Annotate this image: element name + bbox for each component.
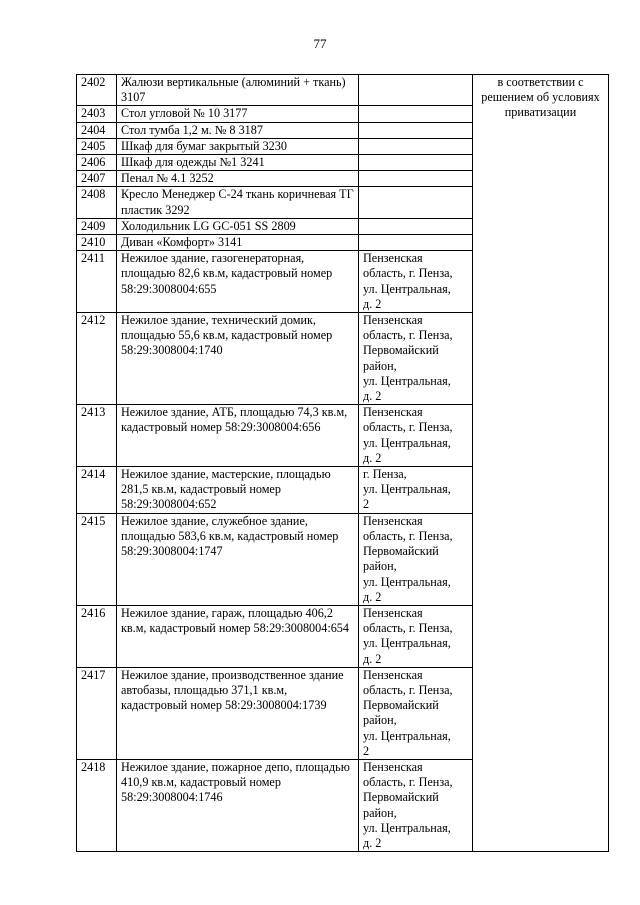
address-line: район, — [363, 559, 397, 574]
property-name: Шкаф для одежды №1 3241 — [117, 155, 359, 171]
address-line: ул. Центральная, — [363, 281, 451, 296]
property-table-body — [77, 75, 609, 852]
address-line: ул. Центральная, — [363, 435, 451, 450]
property-address — [359, 605, 473, 667]
address-line: д. 2 — [363, 589, 382, 604]
row-number: 2404 — [77, 122, 117, 138]
property-name: Нежилое здание, мастерские, площадью 281,5 кв.м, кадастровый номер 58:29:3008004:652 — [117, 467, 359, 514]
property-address — [359, 155, 473, 171]
property-name: Нежилое здание, пожарное депо, площадью 410,9 кв.м, кадастровый номер 58:29:3008004:1746 — [117, 759, 359, 851]
row-number: 2413 — [77, 405, 117, 467]
property-name: Нежилое здание, АТБ, площадью 74,3 кв.м, кадастровый номер 58:29:3008004:656 — [117, 405, 359, 467]
address-line: область, г. Пенза, — [363, 775, 453, 790]
property-address — [359, 667, 473, 759]
address-line: Пензенская — [363, 313, 423, 328]
row-number: 2415 — [77, 513, 117, 605]
property-name: Стол тумба 1,2 м. № 8 3187 — [117, 122, 359, 138]
address-line: Пензенская — [363, 667, 423, 682]
address-line: д. 2 — [363, 835, 382, 850]
address-line: ул. Центральная, — [363, 373, 451, 388]
row-number: 2416 — [77, 605, 117, 667]
address-line: район, — [363, 358, 397, 373]
property-address — [359, 171, 473, 187]
address-line: ул. Центральная, — [363, 820, 451, 835]
address-line: область, г. Пенза, — [363, 328, 453, 343]
page-number: 77 — [313, 36, 327, 51]
property-name: Нежилое здание, гараж, площадью 406,2 кв.м, кадастровый номер 58:29:3008004:654 — [117, 605, 359, 667]
property-address — [359, 759, 473, 851]
property-address — [359, 467, 473, 514]
address-line: область, г. Пенза, — [363, 528, 453, 543]
address-line: Пензенская — [363, 605, 423, 620]
row-number: 2409 — [77, 218, 117, 234]
address-line: д. 2 — [363, 450, 382, 465]
address-line: Первомайский — [363, 343, 439, 358]
property-address — [359, 106, 473, 122]
address-line: ул. Центральная, — [363, 482, 451, 497]
property-address — [359, 187, 473, 218]
address-line: Пензенская — [363, 513, 423, 528]
address-line: ул. Центральная, — [363, 636, 451, 651]
property-name: Пенал № 4.1 3252 — [117, 171, 359, 187]
row-number: 2417 — [77, 667, 117, 759]
property-address — [359, 122, 473, 138]
address-line: район, — [363, 713, 397, 728]
row-number: 2402 — [77, 75, 117, 106]
property-name: Жалюзи вертикальные (алюминий + ткань) 3107 — [117, 75, 359, 106]
property-name: Нежилое здание, газогенераторная, площадью 82,6 кв.м, кадастровый номер 58:29:3008004:655 — [117, 251, 359, 313]
address-line: Первомайский — [363, 698, 439, 713]
row-number: 2414 — [77, 467, 117, 514]
address-line: Пензенская — [363, 759, 423, 774]
property-address — [359, 513, 473, 605]
row-number: 2407 — [77, 171, 117, 187]
row-number: 2405 — [77, 138, 117, 154]
address-line: Первомайский — [363, 790, 439, 805]
property-address — [359, 405, 473, 467]
property-address — [359, 218, 473, 234]
property-name: Диван «Комфорт» 3141 — [117, 235, 359, 251]
property-address — [359, 235, 473, 251]
address-line: Первомайский — [363, 544, 439, 559]
row-number: 2403 — [77, 106, 117, 122]
address-line: д. 2 — [363, 296, 382, 311]
address-line: Пензенская — [363, 405, 423, 420]
row-number: 2412 — [77, 313, 117, 405]
address-line: ул. Центральная, — [363, 574, 451, 589]
address-line: д. 2 — [363, 389, 382, 404]
property-name: Стол угловой № 10 3177 — [117, 106, 359, 122]
row-number: 2408 — [77, 187, 117, 218]
row-number: 2406 — [77, 155, 117, 171]
row-number: 2411 — [77, 251, 117, 313]
property-name: Кресло Менеджер С-24 ткань коричневая ТГ пластик 3292 — [117, 187, 359, 218]
address-line: область, г. Пенза, — [363, 266, 453, 281]
address-line: 2 — [363, 497, 370, 512]
row-number: 2410 — [77, 235, 117, 251]
address-line: ул. Центральная, — [363, 728, 451, 743]
address-line: 2 — [363, 743, 370, 758]
property-address — [359, 75, 473, 106]
property-name: Нежилое здание, производственное здание автобазы, площадью 371,1 кв.м, кадастровый номер 58:29:3008004:1739 — [117, 667, 359, 759]
property-name: Нежилое здание, технический домик, площадью 55,6 кв.м, кадастровый номер 58:29:3008004:1740 — [117, 313, 359, 405]
address-line: область, г. Пенза, — [363, 682, 453, 697]
property-address — [359, 138, 473, 154]
property-name: Нежилое здание, служебное здание, площадью 583,6 кв.м, кадастровый номер 58:29:3008004:1747 — [117, 513, 359, 605]
property-name: Холодильник LG GC-051 SS 2809 — [117, 218, 359, 234]
address-line: д. 2 — [363, 651, 382, 666]
address-line: г. Пенза, — [363, 467, 407, 482]
property-name: Шкаф для бумаг закрытый 3230 — [117, 138, 359, 154]
property-address — [359, 251, 473, 313]
address-line: область, г. Пенза, — [363, 420, 453, 435]
row-number: 2418 — [77, 759, 117, 851]
address-line: район, — [363, 805, 397, 820]
property-address — [359, 313, 473, 405]
address-line: область, г. Пенза, — [363, 621, 453, 636]
address-line: Пензенская — [363, 251, 423, 266]
privatization-note: в соответствии с решением об условиях приватизации — [473, 75, 609, 852]
table-row — [77, 75, 609, 106]
property-table — [76, 74, 609, 852]
